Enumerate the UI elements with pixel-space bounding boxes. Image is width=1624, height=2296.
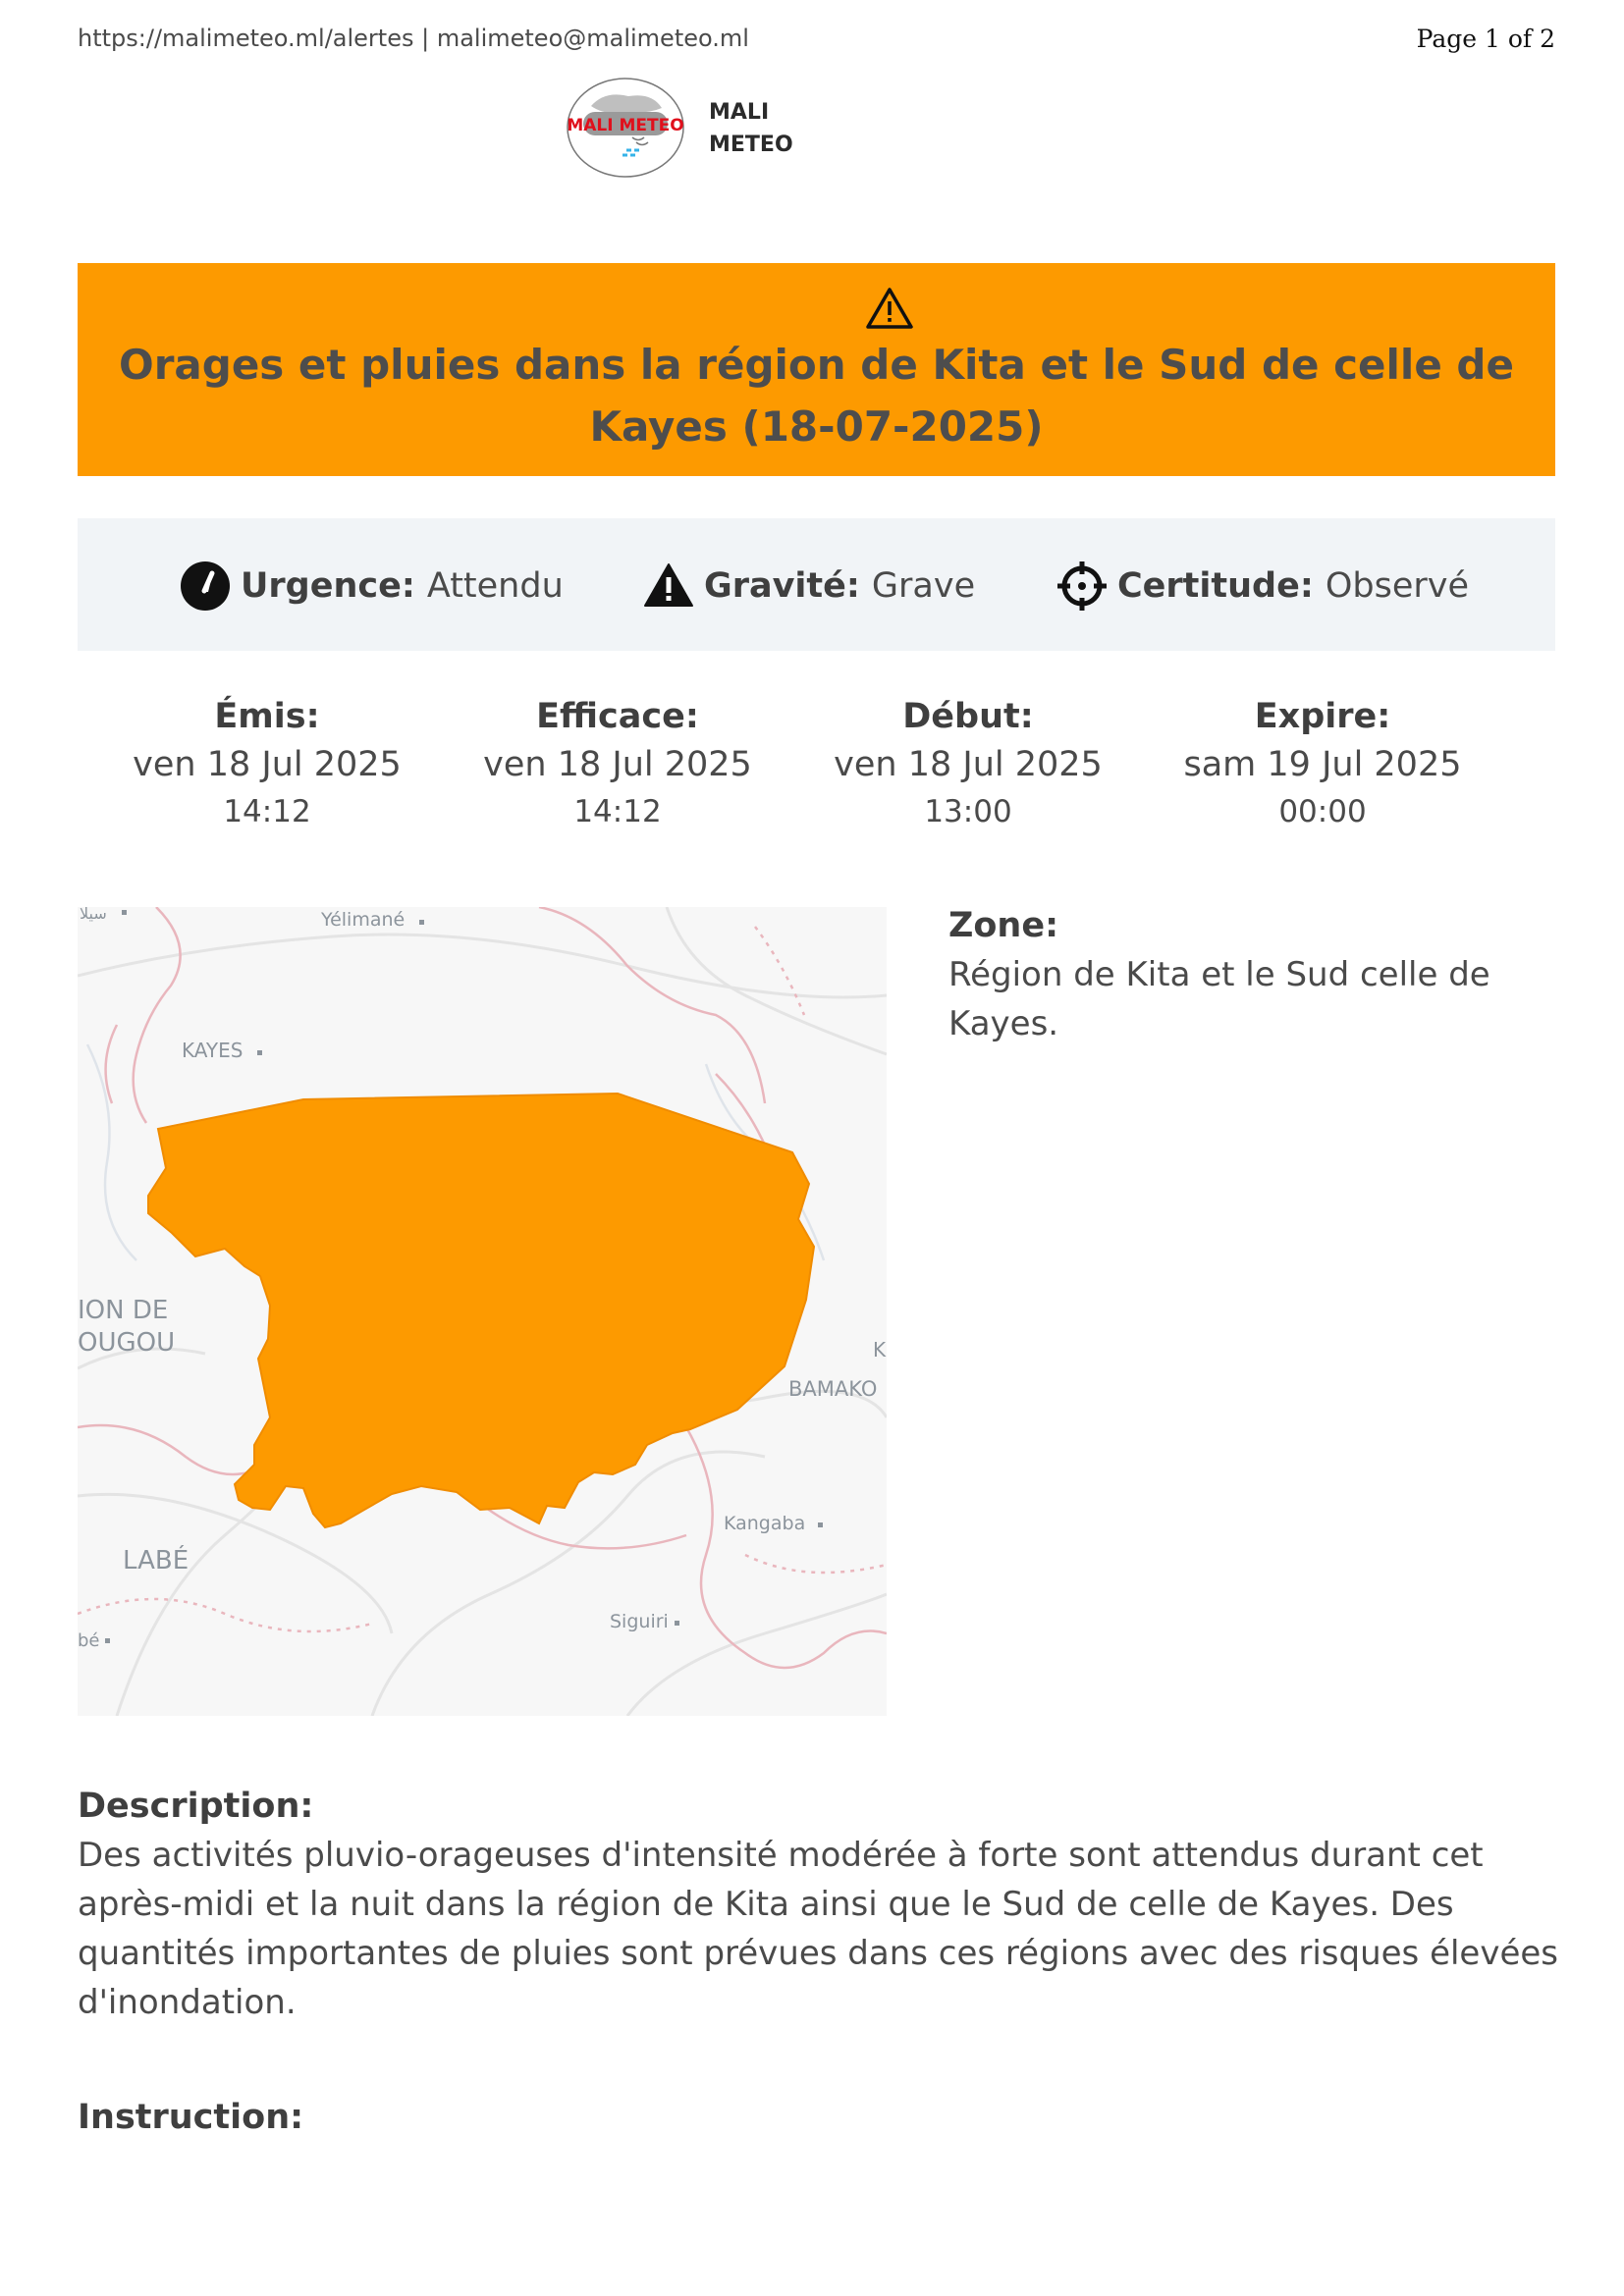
map-label-top-left: سيلا [80,907,107,923]
instruction-block [78,2093,1560,2142]
alert-area-map [78,907,887,1716]
severity-value: Grave [871,566,976,606]
zone-label: Zone: [948,906,1059,945]
severity-label: Gravité: [704,566,860,606]
description-label: Description: [78,1787,314,1826]
date-label: Début: [902,697,1034,736]
date-label: Expire: [1254,697,1391,736]
warning-icon [643,561,694,612]
date-time: 13:00 [924,794,1012,829]
date-day: ven 18 Jul 2025 [483,745,752,784]
date-day: ven 18 Jul 2025 [834,745,1103,784]
logo-line-1: MALI [709,100,770,125]
map-label-region-line2: OUGOU [78,1328,176,1358]
date-label: Efficace: [536,697,699,736]
alert-dates [78,693,1555,840]
date-label: Émis: [214,697,320,736]
date-time: 14:12 [223,794,311,829]
severity-item [643,561,975,611]
alert-title: Orages et pluies dans la région de Kita et le Sud de celle de Kayes (18-07-2025) [119,341,1514,451]
zone-text: Région de Kita et le Sud celle de Kayes. [948,955,1490,1043]
map-label-kayes: KAYES [182,1039,244,1062]
logo-wordmark [709,96,793,161]
zone-block [948,901,1547,1048]
instruction-label: Instruction: [78,2098,304,2137]
alert-title-banner [78,263,1555,476]
map-label-yelimane: Yélimané [321,909,406,931]
urgency-item [180,561,564,611]
map-label-labe: LABÉ [123,1546,189,1575]
map-label-k: K [873,1338,887,1362]
description-block [78,1782,1560,2027]
mali-meteo-logo [566,77,685,179]
clock-icon [180,561,231,612]
alert-meta-box [78,518,1555,651]
urgency-value: Attendu [426,566,564,606]
map-label-region-line1: ION DE [78,1296,169,1325]
crosshair-icon [1056,561,1108,612]
date-time: 00:00 [1278,794,1367,829]
header-url-line: https://malimeteo.ml/alertes | malimeteo@malimeteo.ml [78,25,749,52]
description-text: Des activités pluvio-orageuses d'intensité modérée à forte sont attendus durant cet après-midi et la nuit dans la région de Kita ainsi que le Sud de celle de Kayes. Des quantités importantes de pluies sont prévues dans ces régions avec des risques élevées d'inondation. [78,1836,1559,2022]
date-expires [1165,693,1480,834]
date-onset [811,693,1125,834]
map-label-be: bé [78,1630,100,1651]
certainty-label: Certitude: [1117,566,1314,606]
date-time: 14:12 [573,794,662,829]
certainty-item [1056,561,1469,611]
certainty-value: Observé [1325,566,1470,606]
logo-badge-text: MALI METEO [567,116,684,135]
warning-triangle-icon [865,287,914,330]
date-issued [110,693,424,834]
map-label-bamako: BAMAKO [788,1377,878,1401]
date-day: sam 19 Jul 2025 [1183,745,1462,784]
date-day: ven 18 Jul 2025 [133,745,402,784]
date-effective [460,693,775,834]
map-label-kangaba: Kangaba [724,1513,806,1534]
map-label-siguiri: Siguiri [610,1611,669,1632]
logo-line-2: METEO [709,133,793,157]
urgency-label: Urgence: [241,566,415,606]
page-number: Page 1 of 2 [1416,25,1555,53]
